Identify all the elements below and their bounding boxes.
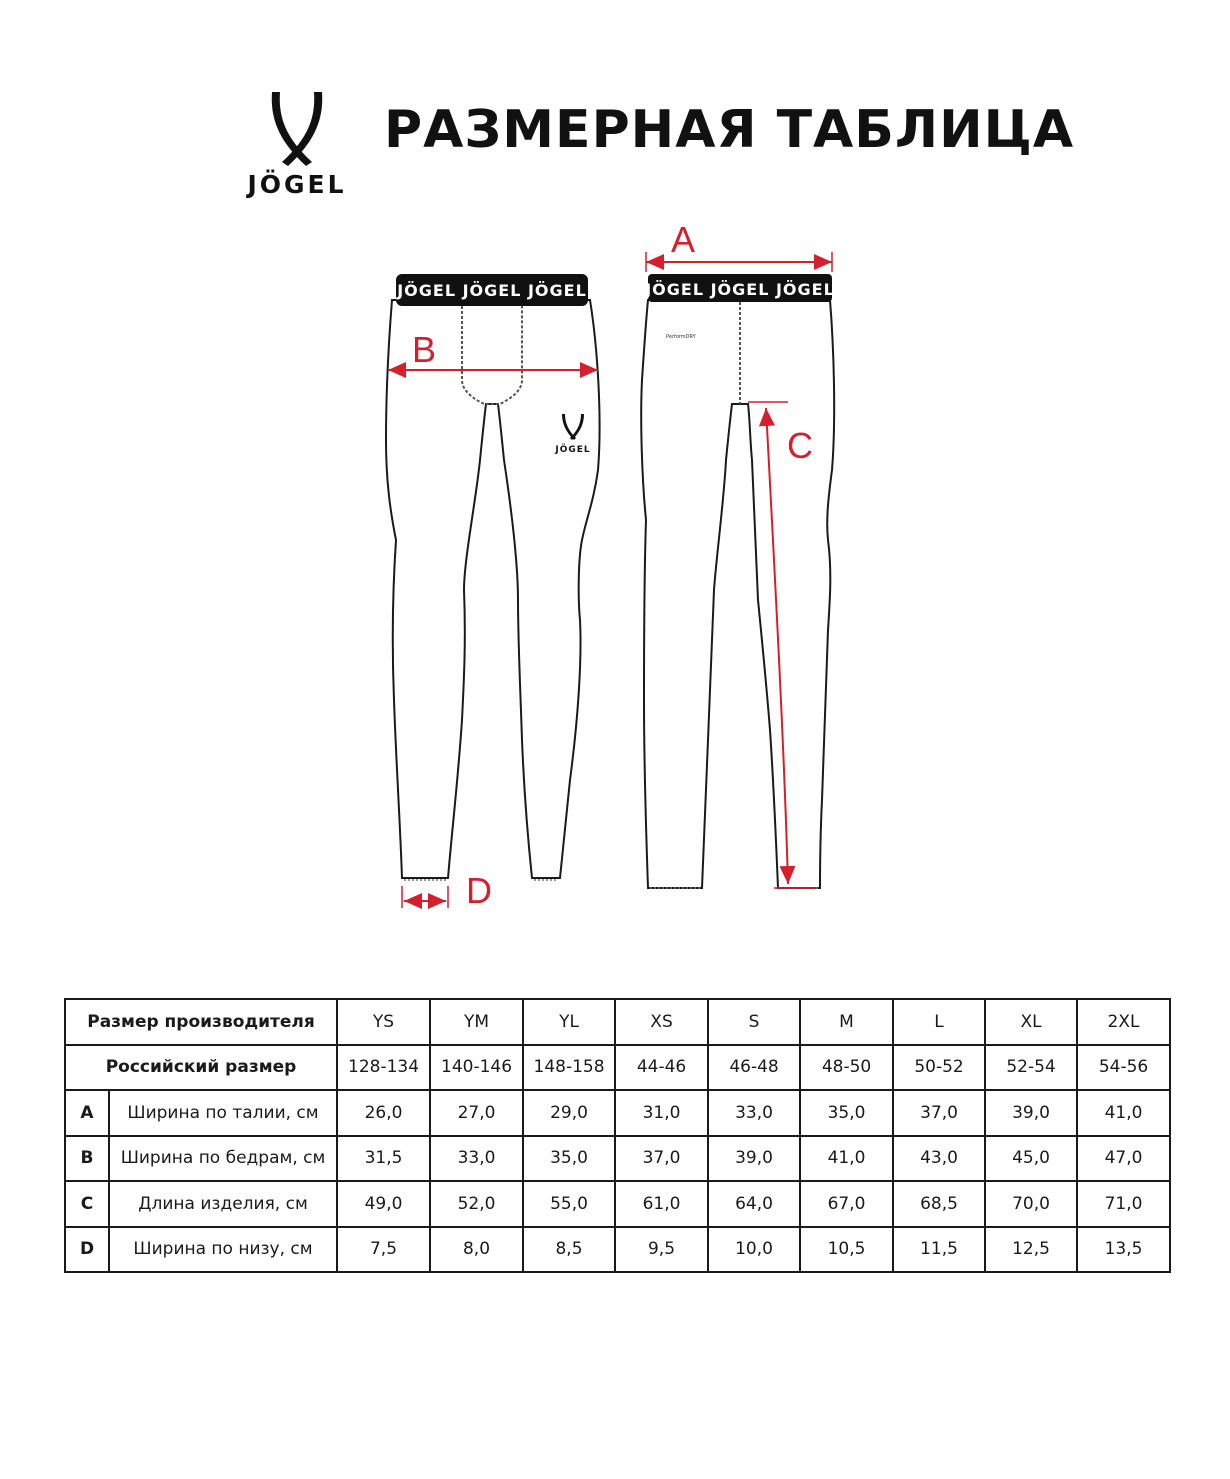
measure-cell: 33,0 [708,1090,800,1136]
size-table [64,998,1171,1273]
measure-cell: 39,0 [985,1090,1077,1136]
brand-wordmark: JÖGEL [247,170,347,199]
size-cell: 46-48 [708,1045,800,1091]
leggings-diagram [0,220,1230,920]
size-cell: L [893,999,985,1045]
measure-cell: 10,5 [800,1227,893,1273]
dimension-a-label: A [670,220,696,260]
brand-logo [236,90,358,208]
measure-name: Длина изделия, см [109,1181,337,1227]
size-cell: 148-158 [523,1045,615,1091]
size-cell: YM [430,999,523,1045]
measure-cell: 31,0 [615,1090,708,1136]
table-row-waist-width [65,1090,1170,1136]
page-title: РАЗМЕРНАЯ ТАБЛИЦА [384,100,1075,160]
size-cell: 48-50 [800,1045,893,1091]
measure-cell: 68,5 [893,1181,985,1227]
measure-letter: B [65,1136,109,1182]
size-cell: 2XL [1077,999,1170,1045]
front-outline [386,300,600,878]
measure-cell: 12,5 [985,1227,1077,1273]
dimension-d-label: D [466,870,492,911]
measure-name: Ширина по бедрам, см [109,1136,337,1182]
dimension-a [646,220,832,272]
front-waistband-text: JÖGEL JÖGEL JÖGEL [397,281,587,300]
measure-cell: 41,0 [800,1136,893,1182]
table-row-hip-width [65,1136,1170,1182]
measure-cell: 64,0 [708,1181,800,1227]
table-row-russian-size [65,1045,1170,1091]
measure-cell: 35,0 [800,1090,893,1136]
measure-cell: 33,0 [430,1136,523,1182]
back-waistband-text: JÖGEL JÖGEL JÖGEL [645,280,835,299]
measure-letter: A [65,1090,109,1136]
back-outline [641,300,834,888]
size-cell: YL [523,999,615,1045]
measure-cell: 8,0 [430,1227,523,1273]
measure-cell: 7,5 [337,1227,430,1273]
size-cell: XL [985,999,1077,1045]
back-view [641,274,835,888]
measure-cell: 9,5 [615,1227,708,1273]
brand-emblem-icon [266,90,328,168]
size-cell: M [800,999,893,1045]
measure-letter: D [65,1227,109,1273]
size-cell: 54-56 [1077,1045,1170,1091]
measure-cell: 37,0 [893,1090,985,1136]
table-row-hem-width [65,1227,1170,1273]
measure-cell: 67,0 [800,1181,893,1227]
table-row-length [65,1181,1170,1227]
measure-cell: 27,0 [430,1090,523,1136]
measure-cell: 10,0 [708,1227,800,1273]
measure-cell: 13,5 [1077,1227,1170,1273]
size-cell: XS [615,999,708,1045]
measure-cell: 47,0 [1077,1136,1170,1182]
measure-letter: C [65,1181,109,1227]
measure-cell: 35,0 [523,1136,615,1182]
back-tag-text: PerformDRY [666,334,696,340]
front-emblem-text: JÖGEL [555,445,591,455]
size-cell: S [708,999,800,1045]
measure-cell: 43,0 [893,1136,985,1182]
dimension-c-label: C [787,425,813,466]
measure-cell: 70,0 [985,1181,1077,1227]
dimension-b-label: B [411,329,437,370]
measure-cell: 41,0 [1077,1090,1170,1136]
measure-cell: 45,0 [985,1136,1077,1182]
measure-name: Ширина по талии, см [109,1090,337,1136]
measure-cell: 52,0 [430,1181,523,1227]
size-cell: 50-52 [893,1045,985,1091]
measure-cell: 31,5 [337,1136,430,1182]
measure-cell: 26,0 [337,1090,430,1136]
size-cell: 44-46 [615,1045,708,1091]
size-cell: 140-146 [430,1045,523,1091]
measure-cell: 55,0 [523,1181,615,1227]
size-cell: 52-54 [985,1045,1077,1091]
measure-cell: 29,0 [523,1090,615,1136]
measure-cell: 61,0 [615,1181,708,1227]
measure-cell: 8,5 [523,1227,615,1273]
measure-cell: 49,0 [337,1181,430,1227]
measure-cell: 71,0 [1077,1181,1170,1227]
measure-cell: 11,5 [893,1227,985,1273]
manufacturer-size-label: Размер производителя [65,999,337,1045]
measure-cell: 39,0 [708,1136,800,1182]
measure-name: Ширина по низу, см [109,1227,337,1273]
table-row-manufacturer-size [65,999,1170,1045]
size-cell: YS [337,999,430,1045]
size-cell: 128-134 [337,1045,430,1091]
russian-size-label: Российский размер [65,1045,337,1091]
measure-cell: 37,0 [615,1136,708,1182]
